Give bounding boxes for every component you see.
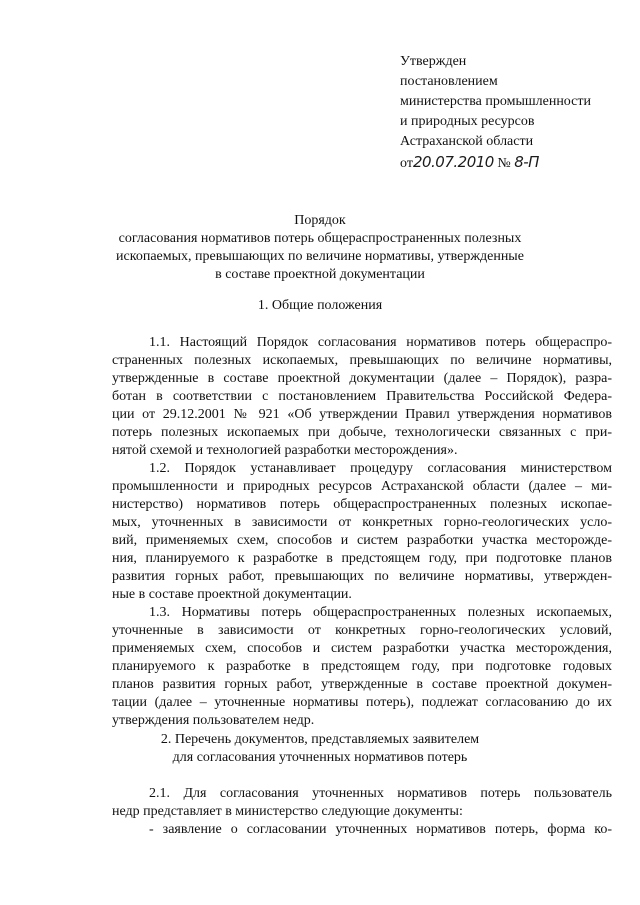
handwritten-date: 20.07.2010 xyxy=(412,153,494,171)
paragraph-1-1 xyxy=(112,334,612,460)
title-line: согласования нормативов потерь общераспространенных полезных xyxy=(118,231,522,246)
approval-stamp-block xyxy=(400,52,591,174)
approval-line: министерства промышленности xyxy=(400,94,591,109)
text-line: 1.2. Порядок устанавливает процедуру согласования министерством xyxy=(149,461,612,476)
text-line: тации (далее – уточненные нормативы потерь), подлежат согласованию до их xyxy=(112,695,612,710)
approval-date-line xyxy=(400,152,591,174)
text-line: планов развития горных работ, утвержденные в составе проектной докумен- xyxy=(112,677,612,692)
text-line: потерь полезных ископаемых при добыче, технологически связанных с при- xyxy=(112,425,612,440)
text-line: развития горных работ, превышающих по величине нормативы, утвержден- xyxy=(112,569,612,584)
approval-line: Астраханской области xyxy=(400,134,534,149)
text-line: недр представляет в министерство следующие документы: xyxy=(112,804,463,819)
text-line: вий, применяемых схем, способов и систем разработки участка месторожде- xyxy=(112,533,612,548)
text-line: ные в составе проектной документации. xyxy=(112,587,352,602)
text-line: 1.1. Настоящий Порядок согласования нормативов потерь общераспро- xyxy=(149,335,612,350)
approval-line: и природных ресурсов xyxy=(400,114,535,129)
paragraph-1-3 xyxy=(112,604,612,730)
text-line: 2.1. Для согласования уточненных нормативов потерь пользователь xyxy=(149,786,612,801)
text-line: страненных полезных ископаемых, превышающих по величине нормативы, xyxy=(112,353,612,368)
text-line: уточненные в зависимости от конкретных горно-геологических условий, xyxy=(112,623,612,638)
approval-line: Утвержден xyxy=(400,54,467,69)
paragraph-2-1 xyxy=(112,785,612,839)
title-line: в составе проектной документации xyxy=(215,267,425,282)
list-item: - заявление о согласовании уточненных нормативов потерь, форма ко- xyxy=(149,822,612,837)
document-title xyxy=(100,212,540,284)
text-line: мых, уточненных в зависимости от конкретных горно-геологических усло- xyxy=(112,515,612,530)
section-heading-text: 2. Перечень документов, представляемых заявителем xyxy=(160,732,480,747)
text-line: планируемого к разработке в предстоящем году, при подготовке годовых xyxy=(112,659,612,674)
title-heading: Порядок xyxy=(294,213,346,228)
paragraph-1-2 xyxy=(112,460,612,604)
section-1-heading xyxy=(100,297,540,315)
text-line: нистерство) нормативов потерь общераспространенных полезных ископае- xyxy=(112,497,612,512)
text-line: ния, планируемого к разработке в предстоящем году, при подготовке планов xyxy=(112,551,612,566)
section-heading-text: 1. Общие положения xyxy=(257,298,383,313)
text-line: 1.3. Нормативы потерь общераспространенных полезных ископаемых, xyxy=(149,605,612,620)
text-line: применяемых схем, способов и систем разработки участка месторождения, xyxy=(112,641,612,656)
section-2-heading xyxy=(100,731,540,767)
approval-line: постановлением xyxy=(400,74,498,89)
text-line: ботан в соответствии с постановлением Правительства Российской Федера- xyxy=(112,389,612,404)
text-line: нятой схемой и технологией разработки месторождения». xyxy=(112,443,458,458)
text-line: утвержденные в составе проектной документации (далее – Порядок), разра- xyxy=(112,371,612,386)
title-line: ископаемых, превышающих по величине нормативы, утвержденные xyxy=(116,249,524,264)
date-prefix: от xyxy=(400,156,413,171)
text-line: утверждения пользователем недр. xyxy=(112,713,315,728)
number-prefix: № xyxy=(497,156,511,171)
text-line: ции от 29.12.2001 № 921 «Об утверждении Правил утверждения нормативов xyxy=(112,407,612,422)
section-heading-text: для согласования уточненных нормативов потерь xyxy=(172,750,468,765)
text-line: промышленности и природных ресурсов Астраханской области (далее – ми- xyxy=(112,479,612,494)
handwritten-number: 8-П xyxy=(514,153,539,171)
